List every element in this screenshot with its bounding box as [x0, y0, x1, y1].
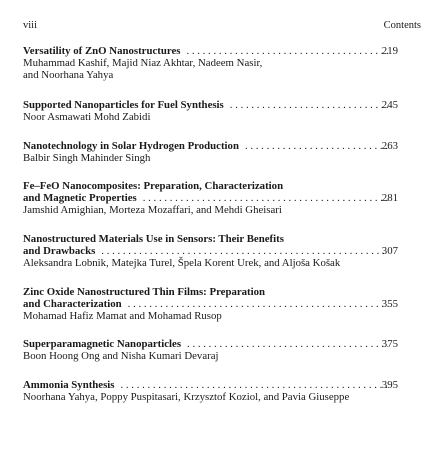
toc-entry[interactable] — [23, 379, 391, 403]
toc-title-line — [23, 379, 391, 391]
toc-title-line — [23, 286, 391, 298]
toc-authors: Boon Hoong Ong and Nisha Kumari Devaraj — [23, 350, 219, 362]
toc-authors: Balbir Singh Mahinder Singh — [23, 152, 151, 164]
toc-page-number[interactable]: 263 — [381, 140, 398, 152]
toc-title[interactable]: and Characterization — [23, 298, 122, 310]
dot-leader — [121, 379, 389, 391]
toc-title[interactable]: and Drawbacks — [23, 245, 96, 257]
toc-title[interactable]: Zinc Oxide Nanostructured Thin Films: Preparation — [23, 286, 266, 298]
toc-authors: Aleksandra Lobnik, Matejka Turel, Špela Korent Urek, and Aljoša Košak — [23, 257, 341, 269]
toc-title[interactable]: Ammonia Synthesis — [23, 379, 115, 391]
toc-page-number[interactable]: 307 — [381, 245, 398, 257]
toc-entry[interactable] — [23, 233, 391, 269]
toc-title-line — [23, 192, 391, 204]
toc-authors: and Noorhana Yahya — [23, 69, 114, 81]
toc-title-line — [23, 338, 391, 350]
toc-entry[interactable] — [23, 338, 391, 362]
toc-title-line — [23, 45, 391, 57]
toc-title[interactable]: Supported Nanoparticles for Fuel Synthesis — [23, 99, 224, 111]
toc-title-line — [23, 99, 391, 111]
toc-authors: Noor Asmawati Mohd Zabidi — [23, 111, 151, 123]
toc-page-number[interactable]: 395 — [381, 379, 398, 391]
toc-authors: Muhammad Kashif, Majid Niaz Akhtar, Nadeem Nasir, — [23, 57, 263, 69]
toc-title[interactable]: Superparamagnetic Nanoparticles — [23, 338, 182, 350]
toc-title-line — [23, 140, 391, 152]
toc-title-line — [23, 180, 391, 192]
toc-title[interactable]: Nanotechnology in Solar Hydrogen Production — [23, 140, 239, 152]
toc-page-number[interactable]: 281 — [381, 192, 398, 204]
toc-title[interactable]: and Magnetic Properties — [23, 192, 137, 204]
toc-entry[interactable] — [23, 45, 391, 81]
toc-title[interactable]: Fe–FeO Nanocomposites: Preparation, Characterization — [23, 180, 284, 192]
dot-leader — [101, 245, 388, 257]
running-head — [23, 20, 421, 32]
toc-entry[interactable] — [23, 140, 391, 164]
toc-title-line — [23, 245, 391, 257]
toc-page-number[interactable]: 355 — [381, 298, 398, 310]
toc-entry[interactable] — [23, 99, 391, 123]
toc-authors: Mohamad Hafiz Mamat and Mohamad Rusop — [23, 310, 222, 322]
toc-page-number[interactable]: 375 — [381, 338, 398, 350]
toc-entry[interactable] — [23, 180, 391, 216]
running-title: Contents — [383, 20, 421, 31]
toc-authors: Jamshid Amighian, Morteza Mozaffari, and Mehdi Gheisari — [23, 204, 282, 216]
toc-title-line — [23, 298, 391, 310]
toc-page-number[interactable]: 245 — [381, 99, 398, 111]
page-number: viii — [23, 20, 38, 31]
toc-entry[interactable] — [23, 286, 391, 322]
toc-page-number[interactable]: 219 — [381, 45, 398, 57]
toc-authors: Noorhana Yahya, Poppy Puspitasari, Krzysztof Koziol, and Pavia Giuseppe — [23, 391, 350, 403]
toc-title[interactable]: Versatility of ZnO Nanostructures — [23, 45, 181, 57]
toc-title[interactable]: Nanostructured Materials Use in Sensors: Their Benefits — [23, 233, 284, 245]
toc-title-line — [23, 233, 391, 245]
